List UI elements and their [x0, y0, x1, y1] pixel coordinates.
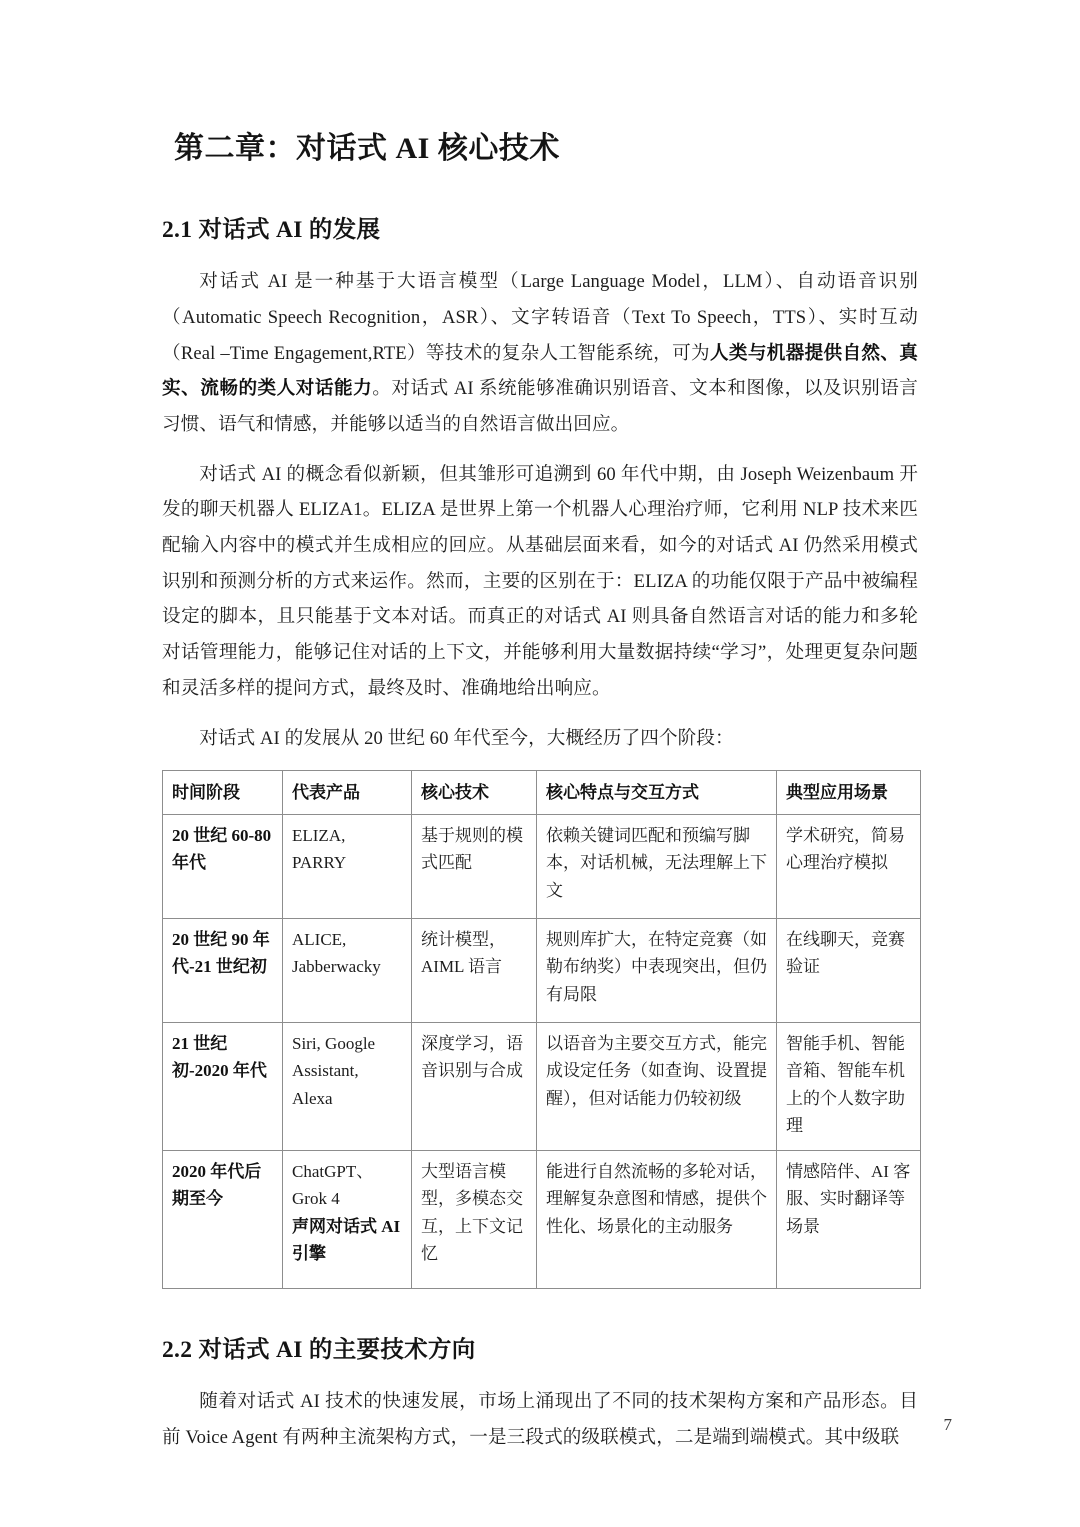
table-header-row: [163, 771, 921, 815]
table-cell-scenario: [777, 1150, 921, 1288]
table-cell-period: 2020 年代后期至今: [163, 1150, 283, 1288]
cell-line: 依赖关键词匹配和预编写脚本，对话机械，无法理解上下文: [546, 825, 767, 900]
table-cell-product: [283, 918, 412, 1022]
table-cell-period: 20 世纪 90 年代-21 世纪初: [163, 918, 283, 1022]
paragraph-2-2-1: [162, 1384, 918, 1455]
cell-line: 能进行自然流畅的多轮对话，理解复杂意图和情感，提供个性化、场景化的主动服务: [546, 1161, 767, 1236]
table-header-tech: 核心技术: [412, 771, 537, 815]
cell-line: Jabberwacky: [292, 957, 381, 977]
section-heading-2-1: 2.1 对话式 AI 的发展: [162, 217, 381, 243]
cell-line: 规则库扩大，在特定竞赛（如勒布纳奖）中表现突出，但仍有局限: [546, 929, 767, 1004]
table-cell-product: [283, 1150, 412, 1288]
text-run: 。对话式 AI 系统能够准确识别语音、文本和图像，以及识别语言习惯、语气和情感，并能够以适当的自然语言做出回应。: [162, 378, 918, 435]
text-run: 对话式 AI 是一种基于大语言模型（Large Language Model，LLM）、自动语音识别（Automatic Speech Recognition，ASR）、文字转语音（Text To Speech，TTS）、实时互动（Real –Time Engagement,RTE）等技术的复杂人工智能系统，可为: [162, 271, 918, 364]
cell-line: Siri, Google: [292, 1033, 376, 1053]
ai-history-table: [162, 770, 921, 1289]
table-cell-feature: [537, 814, 777, 918]
paragraph-table-intro: [162, 721, 918, 757]
cell-line: 声网对话式 AI 引擎: [292, 1216, 401, 1264]
table-cell-product: [283, 1022, 412, 1150]
table-row: [163, 1022, 921, 1150]
table-row: [163, 1150, 921, 1288]
table-cell-period: 20 世纪 60-80 年代: [163, 814, 283, 918]
cell-line: ChatGPT、: [292, 1161, 374, 1181]
table-cell-period: 21 世纪初-2020 年代: [163, 1022, 283, 1150]
table-row: [163, 918, 921, 1022]
cell-line: 智能手机、智能音箱、智能车机上的个人数字助理: [786, 1033, 905, 1136]
page-number: 7: [943, 1415, 952, 1434]
section-heading-2-2: 2.2 对话式 AI 的主要技术方向: [162, 1336, 476, 1363]
cell-line: ELIZA, PARRY: [292, 825, 347, 873]
cell-line: 在线聊天，竞赛验证: [786, 929, 905, 977]
text-run: 对话式 AI 的发展从 20 世纪 60 年代至今，大概经历了四个阶段：: [199, 727, 734, 749]
table-cell-tech: [412, 918, 537, 1022]
table-header-scenario: 典型应用场景: [777, 771, 921, 815]
table-row: [163, 814, 921, 918]
cell-line: ALICE,: [292, 929, 347, 949]
table-cell-product: [283, 814, 412, 918]
cell-line: Grok 4: [292, 1189, 340, 1209]
table-cell-scenario: [777, 1022, 921, 1150]
chapter-title: 第二章：对话式 AI 核心技术: [174, 132, 560, 165]
cell-line: Assistant,: [292, 1061, 359, 1081]
paragraph-2-1-1: [162, 264, 918, 442]
cell-line: 大型语言模型，多模态交互，上下文记忆: [421, 1161, 523, 1264]
table-header-period: 时间阶段: [163, 771, 283, 815]
table-cell-tech: [412, 814, 537, 918]
table-cell-tech: [412, 1150, 537, 1288]
text-run: 随着对话式 AI 技术的快速发展，市场上涌现出了不同的技术架构方案和产品形态。目前 Voice Agent 有两种主流架构方式，一是三段式的级联模式，二是端到端模式。其中级联: [162, 1391, 918, 1448]
table-cell-scenario: [777, 918, 921, 1022]
cell-line: 学术研究，简易心理治疗模拟: [786, 825, 905, 873]
cell-line: 基于规则的模式匹配: [421, 825, 523, 873]
table-header-product: 代表产品: [283, 771, 412, 815]
cell-line: 情感陪伴、AI 客服、实时翻译等场景: [786, 1161, 911, 1236]
table-cell-feature: [537, 1022, 777, 1150]
cell-line: 以语音为主要交互方式，能完成设定任务（如查询、设置提醒），但对话能力仍较初级: [546, 1033, 767, 1108]
cell-line: 统计模型，AIML 语言: [421, 929, 506, 977]
cell-line: 深度学习，语音识别与合成: [421, 1033, 523, 1081]
table-cell-tech: [412, 1022, 537, 1150]
emphasis-run: 人类与机器提供自然、真实、流畅的类人对话能力: [162, 342, 918, 400]
table-header-feature: 核心特点与交互方式: [537, 771, 777, 815]
table-cell-scenario: [777, 814, 921, 918]
cell-line: Alexa: [292, 1088, 333, 1108]
table-cell-feature: [537, 918, 777, 1022]
text-run: 对话式 AI 的概念看似新颖，但其雏形可追溯到 60 年代中期，由 Joseph Weizenbaum 开发的聊天机器人 ELIZA1。ELIZA 是世界上第一个机器人心理治疗师，它利用 NLP 技术来匹配输入内容中的模式并生成相应的回应。从基础层面来看，如今的对话式 AI 仍然采用模式识别和预测分析的方式来运作。然而，主要的区别在于：ELIZA 的功能仅限于产品中被编程设定的脚本，且只能基于文本对话。而真正的对话式 AI 则具备自然语言对话的能力和多轮对话管理能力，能够记住对话的上下文，并能够利用大量数据持续“学习”，处理更复杂问题和灵活多样的提问方式，最终及时、准确地给出响应。: [162, 463, 918, 699]
table-cell-feature: [537, 1150, 777, 1288]
paragraph-2-1-2: [162, 457, 918, 707]
